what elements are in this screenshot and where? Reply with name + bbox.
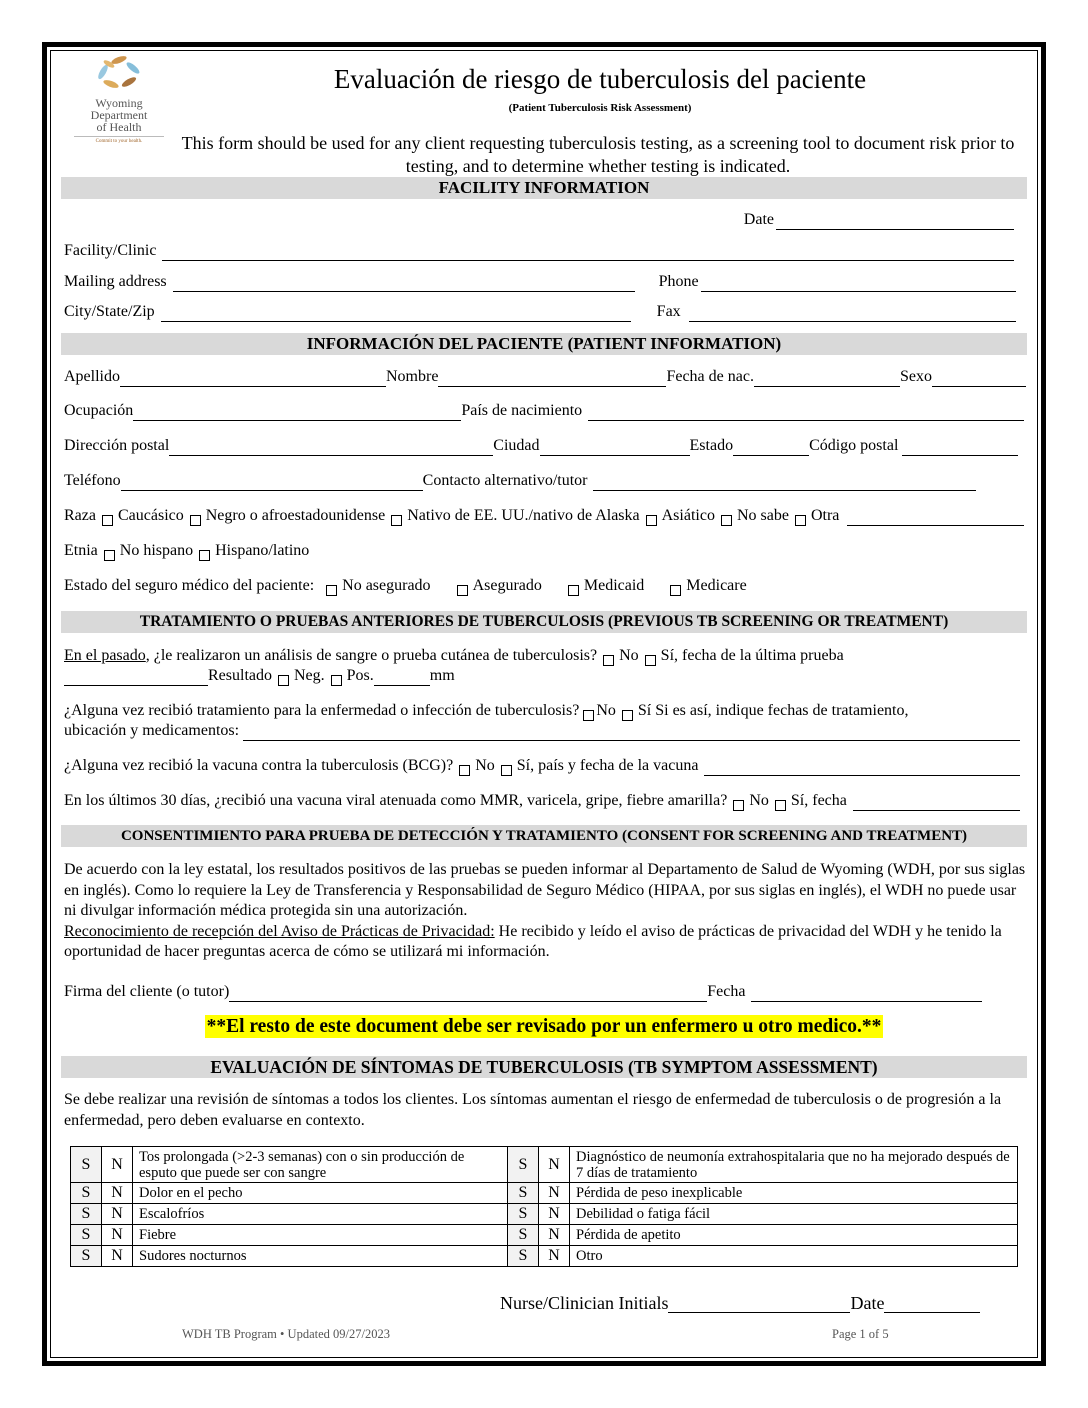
- symptom-row: [71, 1183, 1018, 1204]
- fecha-nac-field[interactable]: [754, 372, 900, 387]
- ocupacion-label: Ocupación: [64, 402, 134, 419]
- q1-text: , ¿le realizaron un análisis de sangre o prueba cutánea de tuberculosis?: [145, 647, 598, 664]
- symptoms-heading: EVALUACIÓN DE SÍNTOMAS DE TUBERCULOSIS (TB SYMPTOM ASSESSMENT): [61, 1056, 1027, 1078]
- seguro-option: Medicare: [686, 577, 747, 594]
- logo-text-1: Wyoming: [95, 96, 143, 110]
- nombre-field[interactable]: [438, 372, 666, 387]
- phone-field[interactable]: [701, 277, 1016, 292]
- raza-option: Otra: [810, 507, 840, 524]
- date-field[interactable]: [776, 215, 1014, 230]
- symptom-label: Diagnóstico de neumonía extrahospitalaria que no ha mejorado después de 7 días de tratamiento: [570, 1147, 1018, 1183]
- consent-heading: CONSENTIMIENTO PARA PRUEBA DE DETECCIÓN Y TRATAMIENTO (CONSENT FOR SCREENING AND TREATMENT): [61, 825, 1027, 847]
- logo-text-2: Department: [90, 108, 148, 122]
- previous-heading: TRATAMIENTO O PRUEBAS ANTERIORES DE TUBERCULOSIS (PREVIOUS TB SCREENING OR TREATMENT): [61, 611, 1027, 633]
- pos-label: Pos.: [346, 667, 374, 684]
- etnia-option: Hispano/latino: [215, 542, 310, 559]
- sexo-field[interactable]: [932, 372, 1026, 387]
- q3-no: No: [475, 757, 495, 774]
- initials-date-field[interactable]: [884, 1298, 980, 1313]
- q1-no: No: [619, 647, 639, 664]
- symptom-yes-cell[interactable]: S: [71, 1204, 102, 1225]
- symptom-label: Otro: [570, 1246, 1018, 1267]
- symptom-no-cell[interactable]: N: [539, 1183, 570, 1204]
- symptom-label: Debilidad o fatiga fácil: [570, 1204, 1018, 1225]
- seguro-label: Estado del seguro médico del paciente:: [64, 577, 315, 594]
- seguro-checkbox-medicare[interactable]: [670, 585, 681, 596]
- consent-para2-underlined: Reconocimiento de recepción del Aviso de Prácticas de Privacidad:: [64, 922, 495, 940]
- resultado-label: Resultado: [208, 667, 272, 684]
- telefono-label: Teléfono: [64, 472, 121, 489]
- raza-checkbox-asiatico[interactable]: [646, 515, 657, 526]
- neg-label: Neg.: [294, 667, 325, 684]
- q2-si: Sí Si es así, indique fechas de tratamiento,: [637, 702, 909, 719]
- nurse-notice: [0, 1016, 1088, 1038]
- seguro-option: Medicaid: [583, 577, 645, 594]
- seguro-checkbox-asegurado[interactable]: [457, 585, 468, 596]
- facility-heading: FACILITY INFORMATION: [61, 177, 1027, 199]
- q4-si-checkbox[interactable]: [775, 800, 786, 811]
- city-state-zip-label: City/State/Zip: [64, 303, 155, 320]
- q4-no-checkbox[interactable]: [733, 800, 744, 811]
- q2-line2: ubicación y medicamentos:: [64, 722, 240, 739]
- pos-checkbox[interactable]: [331, 675, 342, 686]
- pais-label: País de nacimiento: [461, 402, 583, 419]
- page-title: Evaluación de riesgo de tuberculosis del paciente: [333, 64, 867, 94]
- raza-checkbox-caucasico[interactable]: [102, 515, 113, 526]
- phone-label: Phone: [658, 273, 699, 290]
- q3-no-checkbox[interactable]: [459, 765, 470, 776]
- q1-underlined: En el pasado: [64, 647, 146, 664]
- symptom-row: [71, 1246, 1018, 1267]
- raza-checkbox-otra[interactable]: [795, 515, 806, 526]
- date-label: Date: [743, 211, 774, 228]
- symptom-yes-cell[interactable]: S: [508, 1147, 539, 1183]
- footer-page: Page 1 of 5: [832, 1327, 889, 1341]
- symptom-label: Escalofríos: [133, 1204, 508, 1225]
- q3-text: ¿Alguna vez recibió la vacuna contra la tuberculosis (BCG)?: [64, 757, 454, 774]
- raza-checkbox-no-sabe[interactable]: [721, 515, 732, 526]
- ciudad-label: Ciudad: [493, 437, 540, 454]
- seguro-option: Asegurado: [472, 577, 542, 594]
- facility-clinic-label: Facility/Clinic: [64, 242, 157, 259]
- logo-birds-icon: [89, 52, 149, 92]
- consent-para1: De acuerdo con la ley estatal, los resultados positivos de las pruebas se pueden informar al Departamento de Salud de Wyoming (WDH, por sus siglas en inglés). Como lo requiere la Ley de Transferencia y Responsabilidad de Seguro Médico (HIPAA, por sus siglas en inglés), el WDH no puede usar ni divulgar información médica protegida sin una autorización.: [64, 861, 1026, 919]
- symptom-no-cell[interactable]: N: [539, 1204, 570, 1225]
- initials-field[interactable]: [668, 1298, 850, 1313]
- city-state-zip-field[interactable]: [161, 307, 631, 322]
- q1-date-field[interactable]: [64, 671, 208, 686]
- fax-field[interactable]: [689, 307, 1016, 322]
- raza-option: Caucásico: [117, 507, 184, 524]
- symptom-no-cell[interactable]: N: [102, 1204, 133, 1225]
- fax-label: Fax: [656, 303, 681, 320]
- raza-option: No sabe: [736, 507, 789, 524]
- etnia-option: No hispano: [119, 542, 194, 559]
- contacto-field[interactable]: [593, 476, 976, 491]
- direccion-field[interactable]: [169, 441, 493, 456]
- fecha-field[interactable]: [751, 987, 982, 1002]
- symptom-no-cell[interactable]: N: [539, 1246, 570, 1267]
- symptoms-table: [70, 1146, 1018, 1267]
- symptom-row: [71, 1204, 1018, 1225]
- q2-details-field[interactable]: [243, 726, 1020, 741]
- symptom-row: [71, 1147, 1018, 1183]
- seguro-checkbox-no-asegurado[interactable]: [326, 585, 337, 596]
- firma-label: Firma del cliente (o tutor): [64, 983, 230, 1000]
- fecha-nac-label: Fecha de nac.: [666, 368, 754, 385]
- symptom-no-cell[interactable]: N: [102, 1147, 133, 1183]
- symptom-label: Sudores nocturnos: [133, 1246, 508, 1267]
- fecha-label: Fecha: [707, 983, 746, 1000]
- q1-si-checkbox[interactable]: [645, 655, 656, 666]
- q4-field[interactable]: [853, 796, 1020, 811]
- raza-option: Nativo de EE. UU./nativo de Alaska: [407, 507, 640, 524]
- q2-no-checkbox[interactable]: [583, 710, 594, 721]
- raza-otra-field[interactable]: [847, 511, 1024, 526]
- symptom-yes-cell[interactable]: S: [508, 1246, 539, 1267]
- facility-clinic-field[interactable]: [162, 246, 1014, 261]
- footer-updated: Updated 09/27/2023: [287, 1327, 390, 1341]
- codigo-label: Código postal: [809, 437, 899, 454]
- intro-text: This form should be used for any client requesting tuberculosis testing, as a screening tool to document risk prior to testing, and to determine whether testing is indicated.: [181, 133, 1015, 176]
- firma-field[interactable]: [229, 987, 707, 1002]
- estado-field[interactable]: [733, 441, 809, 456]
- symptom-no-cell[interactable]: N: [102, 1225, 133, 1246]
- symptom-no-cell[interactable]: N: [539, 1225, 570, 1246]
- raza-option: Asiático: [661, 507, 715, 524]
- raza-checkbox-negro[interactable]: [190, 515, 201, 526]
- q4-no: No: [749, 792, 769, 809]
- symptom-yes-cell[interactable]: S: [508, 1225, 539, 1246]
- raza-label: Raza: [64, 507, 96, 524]
- etnia-checkbox-no-hispano[interactable]: [104, 550, 115, 561]
- telefono-field[interactable]: [121, 476, 423, 491]
- mailing-address-field[interactable]: [173, 277, 635, 292]
- symptom-no-cell[interactable]: N: [102, 1246, 133, 1267]
- symptom-no-cell[interactable]: N: [102, 1183, 133, 1204]
- etnia-label: Etnia: [64, 542, 98, 559]
- symptom-label: Fiebre: [133, 1225, 508, 1246]
- mm-field[interactable]: [374, 671, 430, 686]
- nombre-label: Nombre: [386, 368, 439, 385]
- q2-text: ¿Alguna vez recibió tratamiento para la enfermedad o infección de tuberculosis?: [64, 702, 580, 719]
- consent-text: [64, 860, 1026, 963]
- q1-si: Sí, fecha de la última prueba: [660, 647, 844, 664]
- contacto-label: Contacto alternativo/tutor: [422, 472, 588, 489]
- symptom-label: Pérdida de apetito: [570, 1225, 1018, 1246]
- logo-tagline: Commit to your health.: [95, 139, 143, 144]
- symptom-yes-cell[interactable]: S: [71, 1225, 102, 1246]
- raza-option: Negro o afroestadounidense: [205, 507, 386, 524]
- symptom-yes-cell[interactable]: S: [508, 1183, 539, 1204]
- symptoms-intro: Se debe realizar una revisión de síntomas a todos los clientes. Los síntomas aumentan el riesgo de enfermedad de tuberculosis o de progresión a la enfermedad, pero deben evaluarse en contexto.: [64, 1091, 1002, 1129]
- initials-label: Nurse/Clinician Initials: [500, 1293, 669, 1313]
- footer-program: WDH TB Program • Updated 09/27/2023: [182, 1327, 390, 1341]
- etnia-checkbox-hispano[interactable]: [199, 550, 210, 561]
- neg-checkbox[interactable]: [278, 675, 289, 686]
- initials-date-label: Date: [850, 1293, 885, 1313]
- wdh-logo: [74, 52, 164, 144]
- q4-si: Sí, fecha: [790, 792, 847, 809]
- pais-field[interactable]: [588, 406, 1024, 421]
- nurse-notice-text: **El resto de este document debe ser revisado por un enfermero u otro medico.**: [206, 1016, 882, 1037]
- symptom-yes-cell[interactable]: S: [71, 1147, 102, 1183]
- ocupacion-field[interactable]: [133, 406, 461, 421]
- symptom-label: Tos prolongada (>2-3 semanas) con o sin producción de esputo que puede ser con sangre: [133, 1147, 508, 1183]
- raza-checkbox-nativo[interactable]: [391, 515, 402, 526]
- q2-no: No: [596, 702, 616, 719]
- seguro-checkbox-medicaid[interactable]: [568, 585, 579, 596]
- q3-si-checkbox[interactable]: [501, 765, 512, 776]
- patient-heading: INFORMACIÓN DEL PACIENTE (PATIENT INFORMATION): [61, 333, 1027, 355]
- q3-field[interactable]: [704, 761, 1020, 776]
- sexo-label: Sexo: [899, 368, 932, 385]
- consent-para2: [64, 922, 1026, 963]
- symptom-yes-cell[interactable]: S: [508, 1204, 539, 1225]
- symptom-label: Dolor en el pecho: [133, 1183, 508, 1204]
- direccion-label: Dirección postal: [64, 437, 170, 454]
- q4-text: En los últimos 30 días, ¿recibió una vacuna viral atenuada como MMR, varicela, gripe, fiebre amarilla?: [64, 792, 728, 809]
- symptom-yes-cell[interactable]: S: [71, 1183, 102, 1204]
- codigo-field[interactable]: [902, 441, 1018, 456]
- estado-label: Estado: [689, 437, 734, 454]
- footer-program-name: WDH TB Program: [182, 1327, 277, 1341]
- consent-para2-text: He recibido y leído el aviso de prácticas de privacidad del WDH y he tenido la oportunidad de hacer preguntas acerca de cómo se utilizará mi información.: [64, 922, 1002, 960]
- logo-text-3: of Health: [74, 121, 164, 137]
- q2-si-checkbox[interactable]: [622, 710, 633, 721]
- mailing-address-label: Mailing address: [64, 273, 167, 290]
- q1-no-checkbox[interactable]: [603, 655, 614, 666]
- symptom-row: [71, 1225, 1018, 1246]
- symptom-no-cell[interactable]: N: [539, 1147, 570, 1183]
- symptom-yes-cell[interactable]: S: [71, 1246, 102, 1267]
- seguro-option: No asegurado: [342, 577, 431, 594]
- apellido-label: Apellido: [64, 368, 120, 385]
- ciudad-field[interactable]: [540, 441, 690, 456]
- mm-label: mm: [429, 667, 455, 684]
- apellido-field[interactable]: [120, 372, 386, 387]
- symptom-label: Pérdida de peso inexplicable: [570, 1183, 1018, 1204]
- page-subtitle: (Patient Tuberculosis Risk Assessment): [508, 102, 692, 114]
- q3-si: Sí, país y fecha de la vacuna: [516, 757, 699, 774]
